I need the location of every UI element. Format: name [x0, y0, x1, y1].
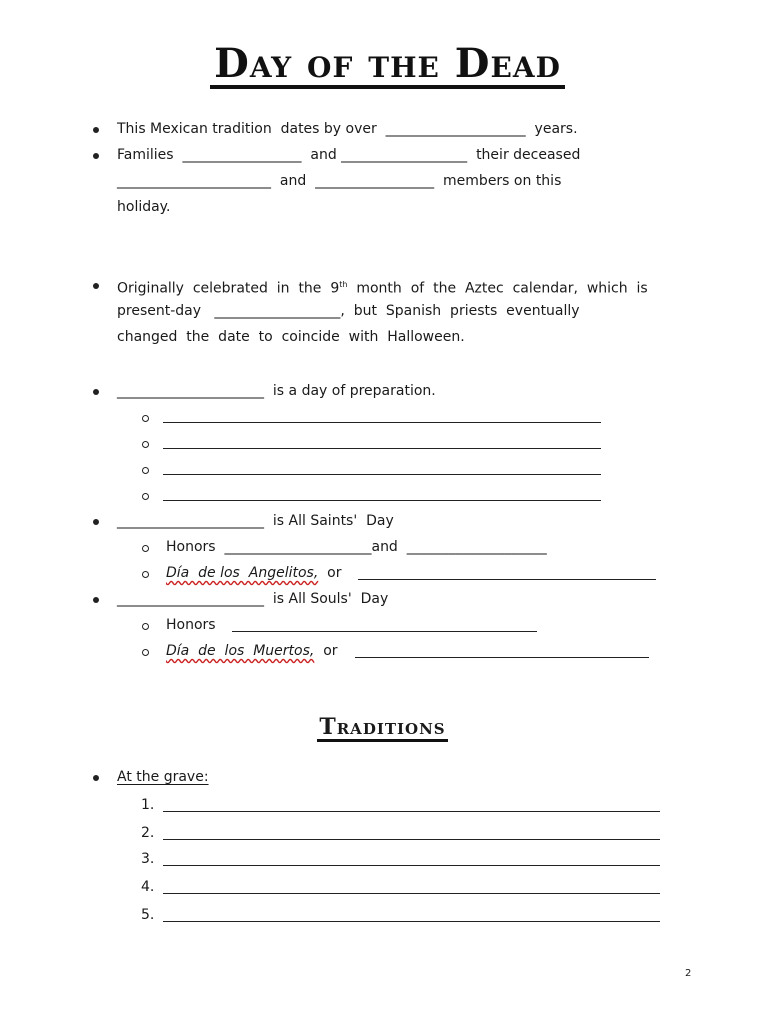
- answer-line[interactable]: [163, 500, 601, 501]
- answer-line[interactable]: [163, 422, 601, 423]
- answer-line[interactable]: [163, 811, 660, 812]
- answer-line[interactable]: [358, 579, 656, 580]
- bullet-icon: [93, 519, 99, 525]
- item-preparation: _____________________ is a day of preparation.: [117, 383, 436, 399]
- item-all-saints: _____________________ is All Saints' Day: [117, 513, 394, 529]
- item-families-line-3: holiday.: [117, 199, 171, 215]
- item-all-souls: _____________________ is All Souls' Day: [117, 591, 389, 607]
- bullet-icon: [93, 283, 99, 289]
- item-families-line-2: ______________________ and _________________ members on this: [117, 173, 562, 189]
- answer-line[interactable]: [355, 657, 649, 658]
- item-muertos: Día de los Muertos, or: [166, 643, 347, 659]
- bullet-icon: [93, 597, 99, 603]
- sub-bullet-icon: [142, 649, 149, 656]
- answer-line[interactable]: [163, 893, 660, 894]
- item-aztec-line-2: present-day __________________, but Spanish priests eventually: [117, 303, 580, 319]
- list-number: 2.: [141, 825, 155, 841]
- item-tradition-age: This Mexican tradition dates by over ____________________ years.: [117, 121, 578, 137]
- page-title: Day of the Dead: [0, 40, 775, 89]
- answer-line[interactable]: [163, 921, 660, 922]
- at-the-grave-label: At the grave:: [117, 769, 209, 785]
- sub-bullet-icon: [142, 467, 149, 474]
- bullet-icon: [93, 127, 99, 133]
- sub-bullet-icon: [142, 415, 149, 422]
- item-families-line-1: Families _________________ and __________________ their deceased: [117, 147, 581, 163]
- item-aztec-line-3: changed the date to coincide with Halloween.: [117, 329, 465, 345]
- page-number: 2: [685, 968, 692, 979]
- item-aztec-line-1: Originally celebrated in the 9th month of the Aztec calendar, which is: [117, 280, 648, 297]
- answer-line[interactable]: [232, 631, 537, 632]
- bullet-icon: [93, 389, 99, 395]
- answer-line[interactable]: [163, 839, 660, 840]
- item-all-souls-honors: Honors: [166, 617, 225, 633]
- answer-line[interactable]: [163, 448, 601, 449]
- bullet-icon: [93, 775, 99, 781]
- list-number: 1.: [141, 797, 155, 813]
- sub-bullet-icon: [142, 545, 149, 552]
- sub-bullet-icon: [142, 493, 149, 500]
- item-angelitos: Día de los Angelitos, or: [166, 565, 351, 581]
- answer-line[interactable]: [163, 474, 601, 475]
- sub-bullet-icon: [142, 441, 149, 448]
- answer-line[interactable]: [163, 865, 660, 866]
- list-number: 4.: [141, 879, 155, 895]
- sub-bullet-icon: [142, 623, 149, 630]
- list-number: 3.: [141, 851, 155, 867]
- list-number: 5.: [141, 907, 155, 923]
- bullet-icon: [93, 153, 99, 159]
- item-all-saints-honors: Honors _____________________and ____________________: [166, 539, 547, 555]
- traditions-heading: Traditions: [0, 714, 765, 742]
- sub-bullet-icon: [142, 571, 149, 578]
